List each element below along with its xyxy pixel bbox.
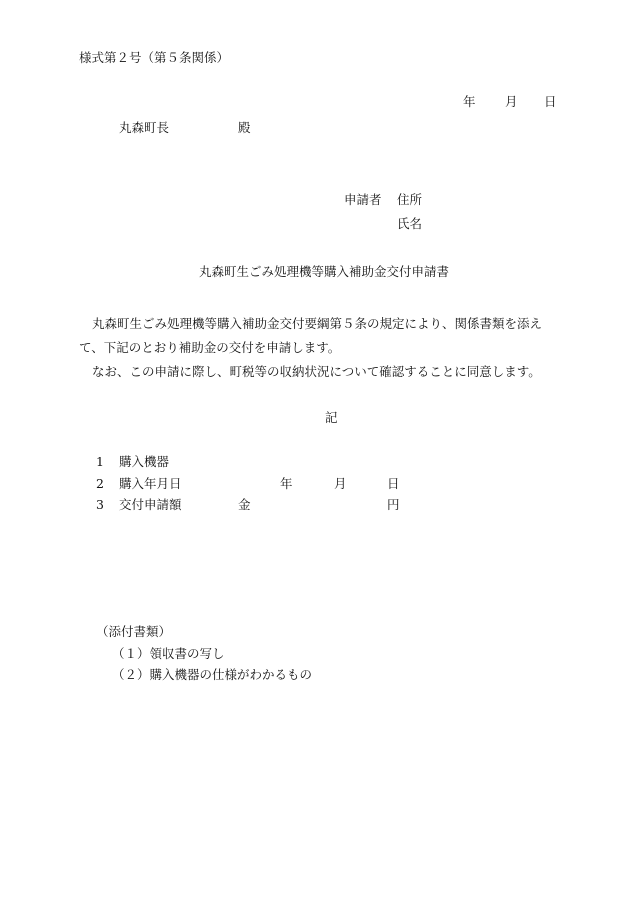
attachment-item: （１）領収書の写し [112, 646, 225, 661]
honorific: 殿 [238, 120, 251, 135]
item-number: 2 [96, 476, 104, 491]
purchase-month-label: 月 [334, 476, 347, 491]
item-label-requested-amount: 交付申請額 [119, 497, 182, 512]
body-paragraph-1-line-1: 丸森町生ごみ処理機等購入補助金交付要綱第５条の規定により、関係書類を添え [92, 316, 543, 331]
item-label-purchase-device: 購入機器 [119, 454, 170, 469]
attachments-heading: （添付書類） [96, 624, 172, 639]
applicant-name-label: 氏名 [397, 216, 423, 231]
body-paragraph-2: なお、この申請に際し、町税等の収納状況について確認することに同意します。 [92, 364, 541, 379]
item-number: 3 [96, 497, 104, 512]
date-month-label: 月 [505, 94, 518, 109]
purchase-year-label: 年 [280, 476, 293, 491]
date-year-label: 年 [463, 94, 476, 109]
amount-prefix: 金 [238, 497, 251, 512]
applicant-label: 申請者 [344, 192, 382, 207]
applicant-address-label: 住所 [397, 192, 423, 207]
body-paragraph-1-line-2: て、下記のとおり補助金の交付を申請します。 [79, 340, 341, 355]
item-number: 1 [96, 454, 104, 469]
attachment-item: （２）購入機器の仕様がわかるもの [112, 667, 313, 682]
form-number: 様式第２号（第５条関係） [79, 50, 230, 65]
item-label-purchase-date: 購入年月日 [119, 476, 182, 491]
date-day-label: 日 [544, 94, 557, 109]
addressee: 丸森町長 [119, 120, 170, 135]
amount-suffix: 円 [387, 497, 400, 512]
purchase-day-label: 日 [387, 476, 400, 491]
document-title: 丸森町生ごみ処理機等購入補助金交付申請書 [199, 264, 450, 279]
ki-heading: 記 [325, 410, 338, 425]
